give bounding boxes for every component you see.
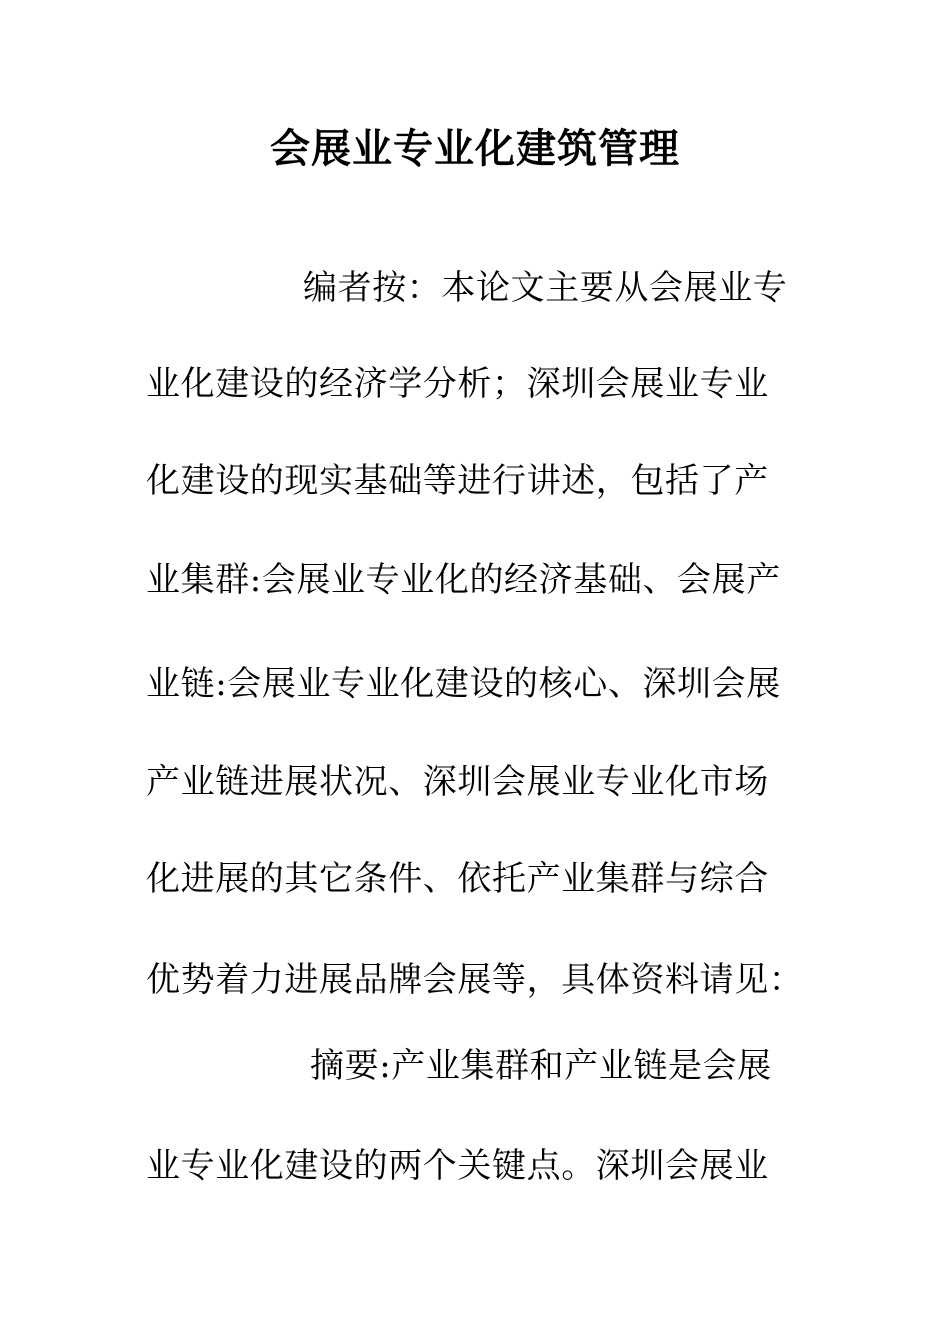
editor-note-line-8: 优势着力进展品牌会展等，具体资料请见：: [146, 960, 804, 1000]
editor-note-line-6: 产业链进展状况、深圳会展业专业化市场: [146, 762, 769, 802]
editor-note-line-5: 业链:会展业专业化建设的核心、深圳会展: [146, 664, 781, 704]
editor-note-line-2: 业化建设的经济学分析；深圳会展业专业: [146, 364, 769, 404]
document-title: 会展业专业化建筑管理: [270, 126, 680, 172]
editor-note-line-1: 编者按：本论文主要从会展业专: [303, 268, 788, 308]
editor-note-line-7: 化进展的其它条件、依托产业集群与综合: [146, 859, 769, 899]
abstract-line-1: 摘要:产业集群和产业链是会展: [310, 1046, 772, 1086]
abstract-line-2: 业专业化建设的两个关键点。深圳会展业: [146, 1146, 769, 1186]
editor-note-line-3: 化建设的现实基础等进行讲述，包括了产: [146, 461, 769, 501]
editor-note-line-4: 业集群:会展业专业化的经济基础、会展产: [146, 560, 781, 600]
